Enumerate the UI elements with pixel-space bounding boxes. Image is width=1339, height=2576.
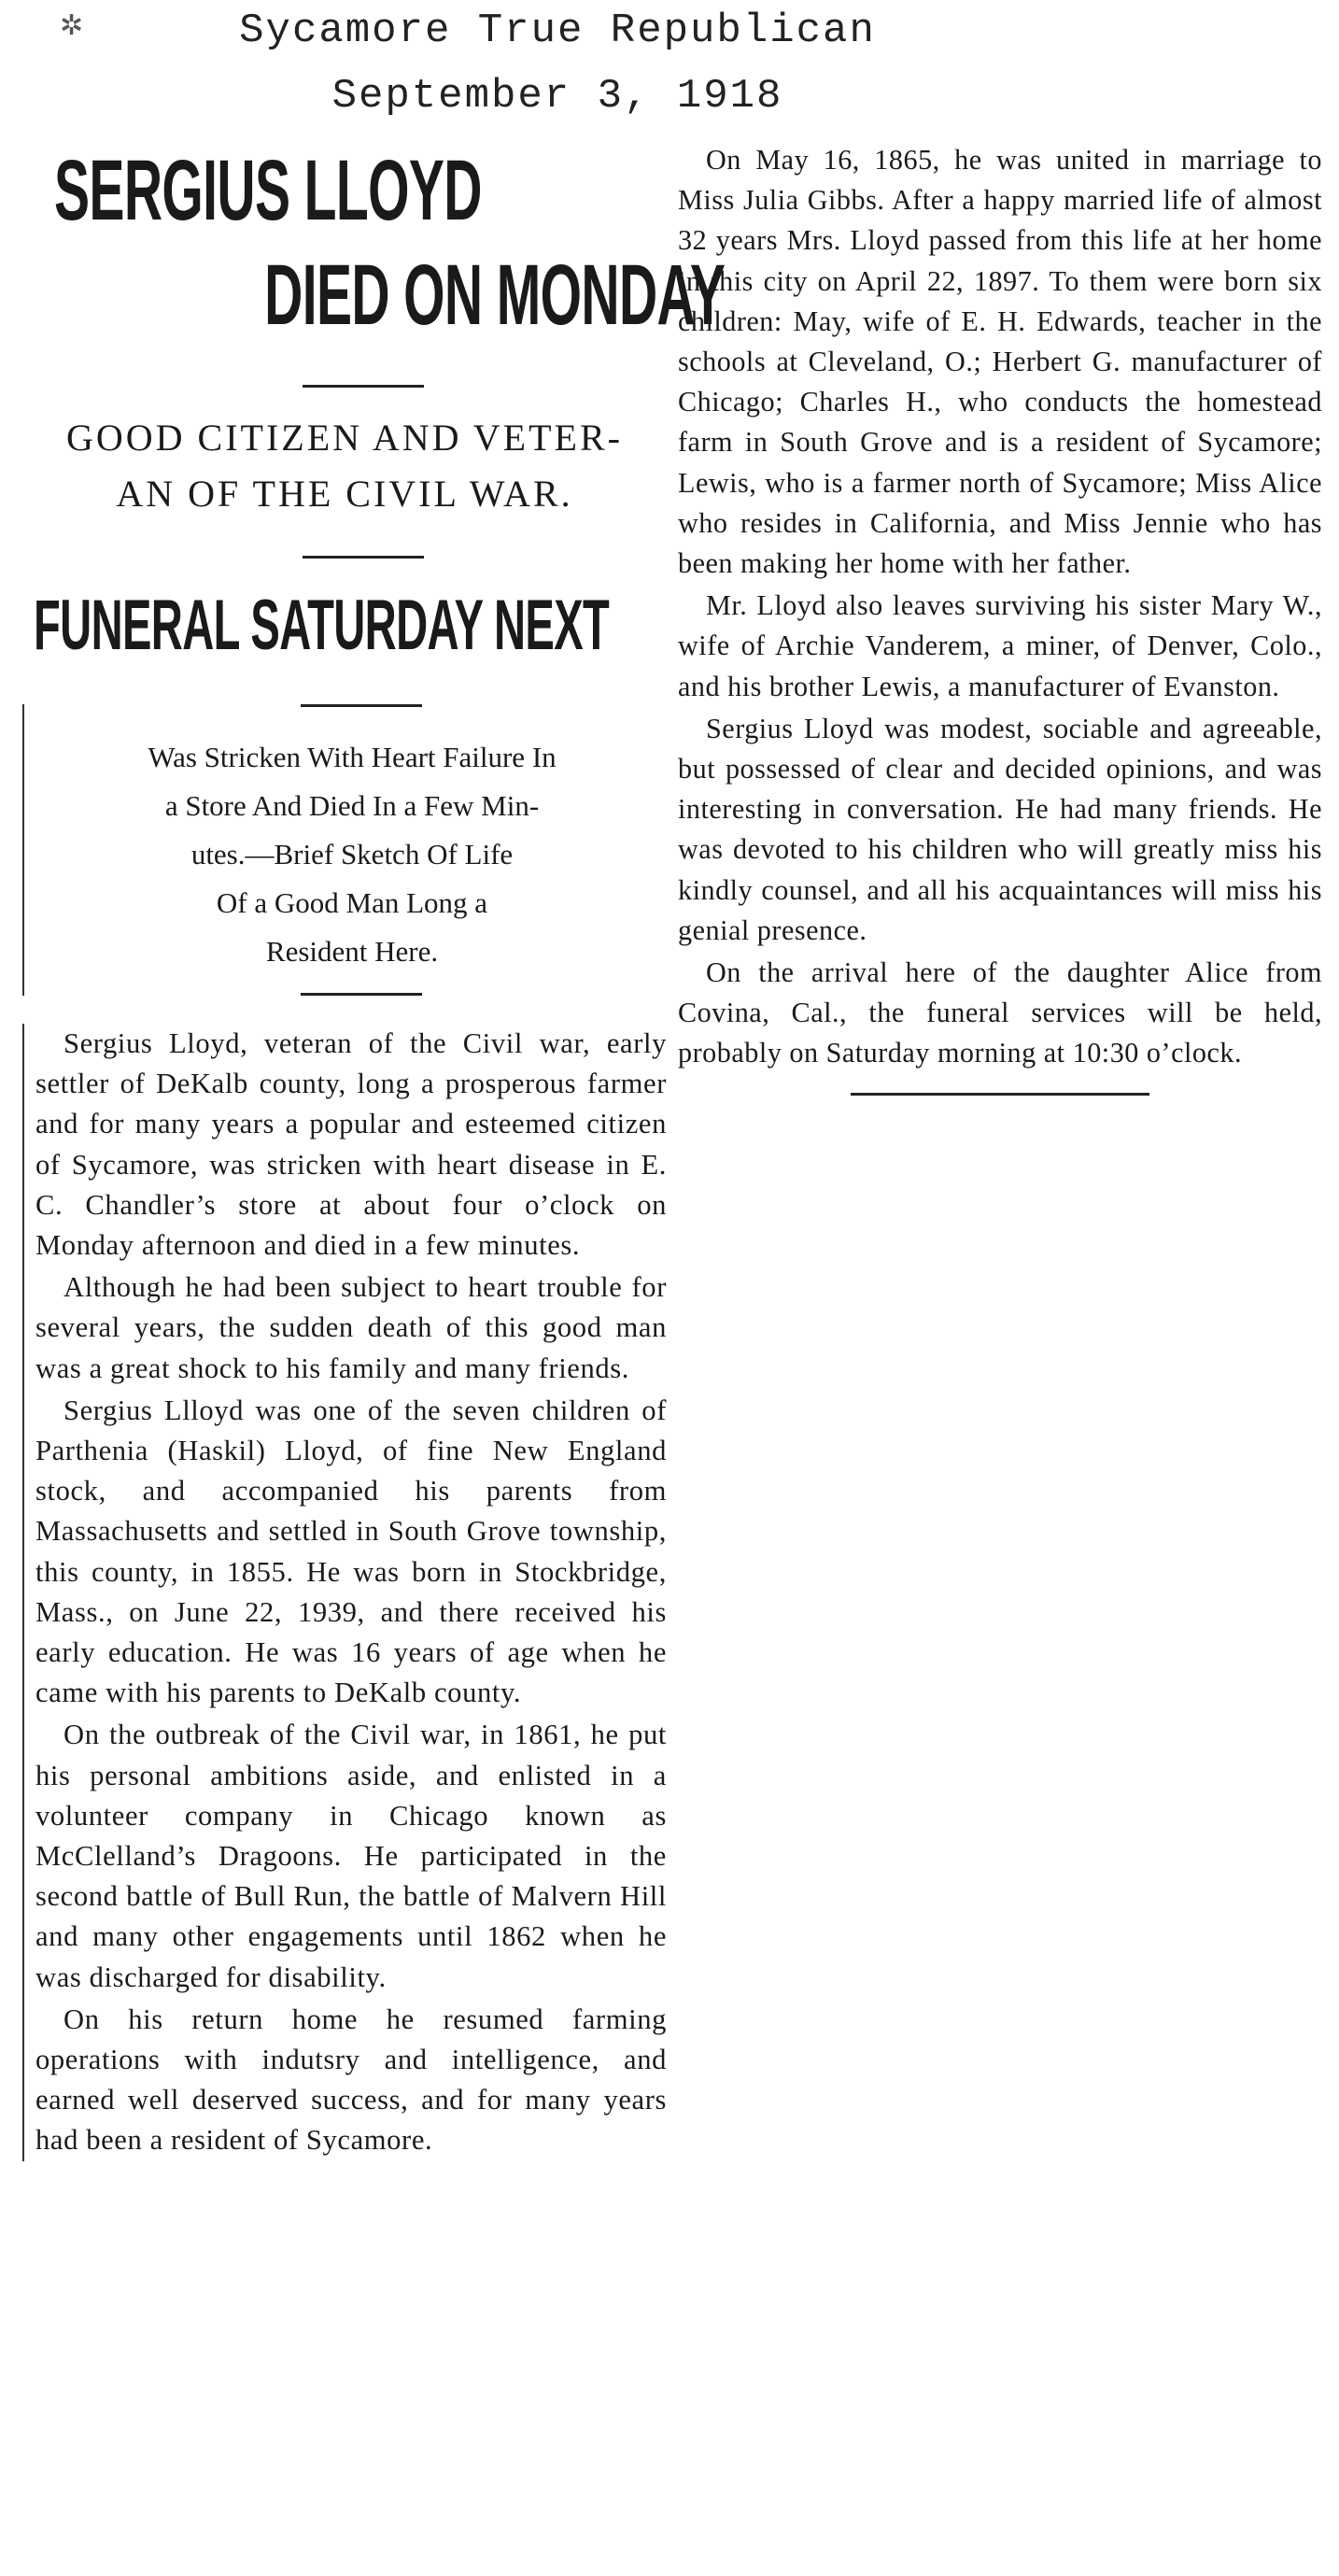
divider: [301, 704, 422, 707]
article-paragraph: On the arrival here of the daughter Alice from Covina, Cal., the funeral services will be held, probably on Saturday morning at 10:30 o’clock.: [678, 956, 1322, 1069]
article-paragraph: On May 16, 1865, he was united in marriage to Miss Julia Gibbs. After a happy married life of almost 32 years Mrs. Lloyd passed from this life at her home in this city on April 22, 1897. To them were born six children: May, wife of E. H. Edwards, teacher in the schools at Cleveland, O.; Herbert G. manufacturer of Chicago; Charles H., who conducts the homestead farm in South Grove and is a resident of Sycamore; Lewis, who is a farmer north of Sycamore; Miss Alice who resides in California, and Miss Jennie who has been making her home with her father.: [678, 144, 1322, 580]
deck-line: Of a Good Man Long a: [216, 886, 488, 919]
headline-line-2: DIED ON MONDAY: [264, 248, 726, 343]
subhead-line-1: GOOD CITIZEN AND VETER-: [66, 417, 623, 459]
article-paragraph: Sergius Lloyd was modest, sociable and agreeable, but possessed of clear and decided opinions, and was interesting in conversation. He had many friends. He was devoted to his children who will greatly miss his kindly counsel, and all his acquaintances will miss his genial presence.: [678, 712, 1322, 946]
article-paragraph: Sergius Lloyd, veteran of the Civil war, early settler of DeKalb county, long a prosperous farmer and for many years a popular and esteemed citizen of Sycamore, was stricken with heart disease in E. C. Chandler’s store at about four o’clock on Monday afternoon and died in a few minutes.: [35, 1027, 667, 1262]
publication-date: September 3, 1918: [331, 73, 783, 120]
corner-mark: ✲: [60, 10, 84, 41]
article-paragraph: Mr. Lloyd also leaves surviving his sister Mary W., wife of Archie Vanderem, a miner, of Denver, Colo., and his brother Lewis, a manufacturer of Evanston.: [678, 589, 1322, 702]
divider: [303, 385, 424, 388]
divider: [303, 556, 424, 559]
deck-line: a Store And Died In a Few Min-: [164, 789, 540, 822]
deck-line: Resident Here.: [265, 935, 439, 968]
headline-line-1: SERGIUS LLOYD: [54, 143, 482, 238]
article-paragraph: On the outbreak of the Civil war, in 1861, he put his personal ambitions aside, and enlisted in a volunteer company in Chicago known as McClelland’s Dragoons. He participated in the second battle of Bull Run, the battle of Malvern Hill and many other engagements until 1862 when he was discharged for disability.: [35, 1719, 667, 1993]
divider: [301, 993, 422, 996]
article-body-left: [22, 1024, 667, 2161]
article-paragraph: On his return home he resumed farming operations with indutsry and intelligence, and earned well deserved success, and for many years had been a resident of Sycamore.: [35, 2003, 667, 2157]
subhead-line-2: AN OF THE CIVIL WAR.: [116, 473, 573, 515]
end-rule: [851, 1093, 1149, 1096]
deck-line: utes.—Brief Sketch Of Life: [190, 838, 514, 870]
deck-box: [22, 704, 667, 996]
deck-line: Was Stricken With Heart Failure In: [148, 741, 557, 773]
newspaper-name: Sycamore True Republican: [239, 7, 876, 54]
article-paragraph: Sergius Llloyd was one of the seven children of Parthenia (Haskil) Lloyd, of fine New England stock, and accompanied his parents from Massachusetts and settled in South Grove township, this county, in 1855. He was born in Stockbridge, Mass., on June 22, 1939, and there received his early education. He was 16 years of age when he came with his parents to DeKalb county.: [35, 1394, 667, 1709]
funeral-headline: FUNERAL SATURDAY NEXT: [34, 586, 610, 665]
left-column: [22, 138, 726, 2163]
article-paragraph: Although he had been subject to heart trouble for several years, the sudden death of this good man was a great shock to his family and many friends.: [35, 1271, 667, 1384]
right-column: [678, 140, 1322, 1096]
